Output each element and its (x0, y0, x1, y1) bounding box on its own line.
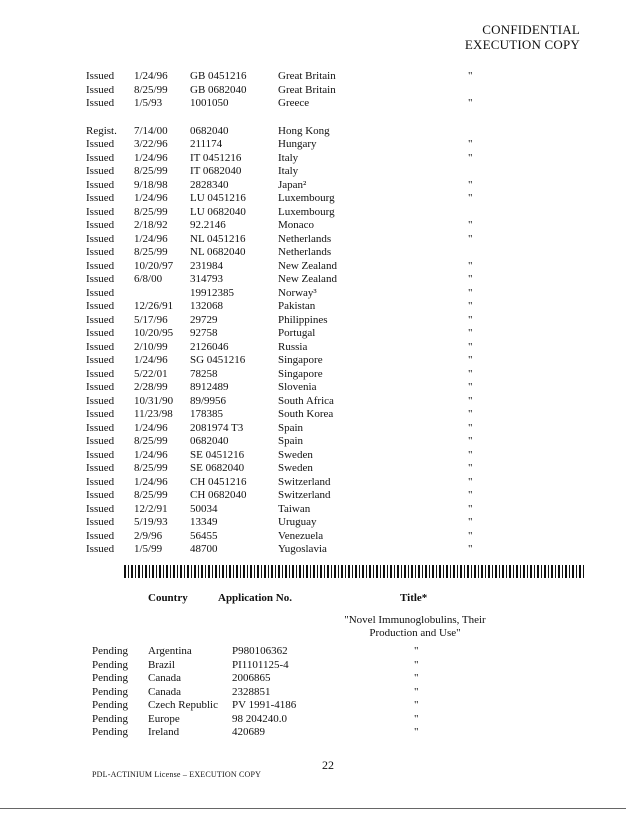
patent-number-cell: 2081974 T3 (190, 421, 244, 434)
date-cell: 5/17/96 (134, 313, 168, 326)
bottom-rule (0, 808, 626, 809)
country-cell: Uruguay (278, 516, 317, 528)
date-cell: 1/24/96 (134, 354, 168, 366)
ditto-mark: " (468, 259, 473, 272)
patent-number-cell: 178385 (190, 408, 223, 420)
status-cell: Issued (86, 178, 115, 191)
date-cell: 12/26/91 (134, 300, 174, 312)
table-row (86, 219, 506, 233)
table-row (86, 206, 506, 220)
date-cell: 1/5/93 (134, 97, 163, 109)
date-cell: 3/22/96 (134, 138, 168, 150)
country-cell: Italy (278, 165, 299, 177)
pending-applications-list (92, 645, 432, 740)
date-cell: 8/25/99 (134, 489, 168, 501)
table-row (86, 530, 506, 544)
ditto-mark: " (468, 543, 473, 555)
country-cell: Japan² (278, 178, 307, 191)
date-cell: 8/25/99 (134, 462, 168, 474)
country-cell: Portugal (278, 327, 316, 339)
country-cell: Hungary (278, 138, 317, 150)
table-row (86, 246, 506, 260)
patent-number-cell: 2828340 (190, 178, 229, 191)
date-cell: 1/24/96 (134, 232, 168, 245)
table-row (86, 125, 506, 139)
date-cell: 6/8/00 (134, 273, 163, 285)
status-cell: Issued (86, 475, 115, 488)
date-cell: 5/19/93 (134, 516, 168, 528)
country-cell: Taiwan (278, 502, 311, 515)
table-row (86, 165, 506, 179)
country-cell: Singapore (278, 367, 323, 380)
ditto-mark: " (468, 421, 473, 434)
date-cell: 10/20/97 (134, 259, 174, 272)
table-row (86, 503, 506, 517)
status-cell: Issued (86, 408, 115, 420)
ditto-mark: " (468, 151, 473, 164)
patent-number-cell: 48700 (190, 543, 218, 555)
date-cell: 8/25/99 (134, 435, 168, 447)
table-row (86, 84, 506, 98)
ditto-mark: " (414, 685, 419, 698)
execution-copy-label: EXECUTION COPY (464, 37, 580, 52)
table-row (86, 300, 506, 314)
country-column-header: Country (148, 592, 188, 604)
country-cell: Netherlands (278, 232, 332, 245)
table-row (86, 543, 506, 557)
footer-text: PDL-ACTINIUM License – EXECUTION COPY (92, 770, 262, 779)
status-cell: Issued (86, 340, 115, 353)
country-cell: Venezuela (278, 529, 324, 542)
status-cell: Issued (86, 354, 115, 366)
ditto-mark: " (414, 672, 419, 684)
patent-number-cell: 314793 (190, 273, 223, 285)
country-cell: Netherlands (278, 246, 332, 258)
ditto-mark: " (468, 462, 473, 474)
patent-number-cell: 13349 (190, 516, 218, 528)
table-row (86, 287, 506, 301)
date-cell: 2/10/99 (134, 340, 168, 353)
title-column-header: Title* (400, 592, 428, 604)
country-cell: Greece (278, 97, 310, 109)
ditto-mark: " (468, 502, 473, 515)
table-row (86, 381, 506, 395)
table-row (86, 260, 506, 274)
table-row (86, 368, 506, 382)
patent-number-cell: 231984 (190, 259, 223, 272)
application-number-cell: 98 204240.0 (232, 712, 287, 725)
status-cell: Issued (86, 205, 115, 218)
patent-number-cell: 89/9956 (190, 394, 227, 407)
patent-number-cell: LU 0682040 (190, 205, 246, 218)
ditto-mark: " (468, 381, 473, 393)
status-cell: Issued (86, 259, 115, 272)
date-cell: 8/25/99 (134, 205, 168, 218)
ditto-mark: " (414, 699, 419, 711)
date-cell: 1/24/96 (134, 475, 168, 488)
application-number-cell: PI1101125-4 (232, 658, 289, 671)
status-cell: Issued (86, 529, 115, 542)
country-cell: Brazil (148, 658, 175, 671)
ditto-mark: " (468, 300, 473, 312)
status-cell: Issued (86, 394, 115, 407)
patent-number-cell: GB 0451216 (190, 70, 247, 82)
status-cell: Issued (86, 273, 115, 285)
confidential-label: CONFIDENTIAL (482, 22, 580, 37)
country-cell: Yugoslavia (278, 543, 327, 555)
status-cell: Pending (92, 699, 129, 711)
patent-number-cell: 92758 (190, 327, 218, 339)
table-row (86, 354, 506, 368)
ditto-mark: " (468, 448, 473, 461)
ditto-mark: " (468, 516, 473, 528)
patent-number-cell: NL 0682040 (190, 246, 246, 258)
date-cell: 12/2/91 (134, 502, 168, 515)
date-cell: 8/25/99 (134, 246, 168, 258)
country-cell: Hong Kong (278, 124, 330, 137)
application-number-cell: 420689 (232, 726, 265, 738)
date-cell: 10/31/90 (134, 394, 174, 407)
table-row (86, 273, 506, 287)
ditto-mark: " (468, 97, 473, 109)
date-cell: 1/24/96 (134, 70, 168, 82)
patent-number-cell: 8912489 (190, 381, 229, 393)
patent-number-cell: NL 0451216 (190, 232, 246, 245)
document-header (465, 22, 580, 52)
table-row (86, 462, 506, 476)
application-number-cell: P980106362 (232, 645, 288, 657)
application-number-cell: PV 1991-4186 (232, 699, 297, 711)
patent-number-cell: SE 0451216 (190, 448, 245, 461)
country-cell: New Zealand (278, 259, 337, 272)
status-cell: Issued (86, 300, 115, 312)
table-row (86, 341, 506, 355)
date-cell: 11/23/98 (134, 408, 173, 420)
country-cell: Great Britain (278, 70, 336, 82)
ditto-mark: " (468, 408, 473, 420)
status-cell: Issued (86, 462, 115, 474)
ditto-mark: " (468, 354, 473, 366)
table-row (86, 327, 506, 341)
date-cell: 1/24/96 (134, 448, 168, 461)
table-row (86, 516, 506, 530)
status-cell: Issued (86, 327, 115, 339)
status-cell: Pending (92, 658, 129, 671)
patent-number-cell: IT 0682040 (190, 165, 242, 177)
table-row (86, 152, 506, 166)
status-cell: Issued (86, 97, 115, 109)
application-number-cell: 2006865 (232, 672, 271, 684)
status-cell: Pending (92, 685, 129, 698)
application-column-header: Application No. (218, 592, 292, 604)
date-cell: 8/25/99 (134, 165, 168, 177)
patent-number-cell: 0682040 (190, 435, 229, 447)
table-row (86, 408, 506, 422)
country-cell: Russia (278, 340, 308, 353)
table-row (86, 179, 506, 193)
country-cell: South Africa (278, 394, 334, 407)
table-row (86, 138, 506, 152)
country-cell: Sweden (278, 462, 313, 474)
country-cell: Spain (278, 435, 304, 447)
patent-number-cell: 50034 (190, 502, 218, 515)
status-cell: Issued (86, 151, 115, 164)
table-row (86, 97, 506, 111)
ditto-mark: " (468, 286, 473, 299)
patent-number-cell: 19912385 (190, 286, 234, 299)
patent-number-cell: CH 0682040 (190, 489, 247, 501)
status-cell: Issued (86, 232, 115, 245)
status-cell: Issued (86, 516, 115, 528)
table-row (86, 449, 506, 463)
country-cell: Sweden (278, 448, 313, 461)
country-cell: Great Britain (278, 83, 336, 96)
table-row (92, 713, 432, 727)
patent-number-cell: 211174 (190, 138, 223, 150)
date-cell: 9/18/98 (134, 178, 168, 191)
date-cell: 2/28/99 (134, 381, 168, 393)
status-cell: Issued (86, 367, 115, 380)
status-cell: Issued (86, 70, 115, 82)
table-row (86, 422, 506, 436)
patent-number-cell: 132068 (190, 300, 223, 312)
status-cell: Issued (86, 381, 115, 393)
patent-number-cell: 0682040 (190, 124, 229, 137)
table-row (92, 672, 432, 686)
ditto-mark: " (468, 475, 473, 488)
status-cell: Issued (86, 313, 115, 326)
table-row (86, 395, 506, 409)
patent-number-cell: CH 0451216 (190, 475, 247, 488)
country-cell: Slovenia (278, 381, 317, 393)
patent-number-cell: 78258 (190, 367, 218, 380)
status-cell: Pending (92, 645, 129, 657)
status-cell: Pending (92, 712, 129, 725)
patent-number-cell: 92.2146 (190, 219, 226, 231)
country-cell: Philippines (278, 313, 328, 326)
country-cell: Luxembourg (278, 192, 335, 204)
status-cell: Issued (86, 192, 115, 204)
table-row (86, 233, 506, 247)
status-cell: Issued (86, 502, 115, 515)
country-cell: Norway³ (278, 286, 317, 299)
table-row (92, 686, 432, 700)
ditto-mark: " (468, 435, 473, 447)
table-row (92, 699, 432, 713)
application-number-cell: 2328851 (232, 685, 271, 698)
ditto-mark: " (414, 726, 419, 738)
patent-title: "Novel Immunoglobulins, Their Production and Use" (344, 614, 486, 639)
issued-patents-list (86, 70, 506, 557)
status-cell: Issued (86, 246, 115, 258)
country-cell: South Korea (278, 408, 334, 420)
barcode-divider (124, 565, 584, 578)
ditto-mark: " (468, 70, 473, 82)
date-cell: 1/24/96 (134, 192, 168, 204)
date-cell: 8/25/99 (134, 83, 168, 96)
patent-number-cell: 2126046 (190, 340, 229, 353)
country-cell: Spain (278, 421, 304, 434)
country-cell: Czech Republic (148, 699, 218, 711)
status-cell: Issued (86, 165, 115, 177)
status-cell: Issued (86, 435, 115, 447)
country-cell: Monaco (278, 219, 315, 231)
date-cell: 1/24/96 (134, 421, 168, 434)
ditto-mark: " (468, 138, 473, 150)
table-row (92, 726, 432, 740)
ditto-mark: " (468, 327, 473, 339)
country-cell: Luxembourg (278, 205, 335, 218)
table-row (86, 476, 506, 490)
country-cell: Switzerland (278, 475, 331, 488)
patent-number-cell: 29729 (190, 313, 218, 326)
table-row (86, 192, 506, 206)
ditto-mark: " (468, 367, 473, 380)
table-row (86, 314, 506, 328)
country-cell: Singapore (278, 354, 323, 366)
patent-number-cell: IT 0451216 (190, 151, 242, 164)
table-row (86, 435, 506, 449)
ditto-mark: " (468, 219, 473, 231)
status-cell: Regist. (86, 124, 117, 137)
patent-number-cell: SE 0682040 (190, 462, 245, 474)
patent-number-cell: GB 0682040 (190, 83, 247, 96)
ditto-mark: " (468, 192, 473, 204)
status-cell: Issued (86, 489, 115, 501)
country-cell: Switzerland (278, 489, 331, 501)
status-cell: Issued (86, 543, 115, 555)
date-cell: 5/22/01 (134, 367, 168, 380)
ditto-mark: " (468, 178, 473, 191)
row-gap (86, 111, 506, 125)
country-cell: Pakistan (278, 300, 316, 312)
status-cell: Issued (86, 448, 115, 461)
country-cell: New Zealand (278, 273, 337, 285)
status-cell: Pending (92, 726, 129, 738)
table-row (86, 70, 506, 84)
country-cell: Ireland (148, 726, 180, 738)
ditto-mark: " (468, 394, 473, 407)
status-cell: Issued (86, 421, 115, 434)
date-cell: 2/9/96 (134, 529, 163, 542)
ditto-mark: " (414, 712, 419, 725)
date-cell: 10/20/95 (134, 327, 174, 339)
status-cell: Issued (86, 286, 115, 299)
status-cell: Issued (86, 138, 115, 150)
country-cell: Canada (148, 685, 181, 698)
ditto-mark: " (414, 658, 419, 671)
ditto-mark: " (468, 273, 473, 285)
table-row (86, 489, 506, 503)
table-row (92, 659, 432, 673)
ditto-mark: " (468, 232, 473, 245)
ditto-mark: " (468, 340, 473, 353)
patent-number-cell: 56455 (190, 529, 218, 542)
patent-number-cell: SG 0451216 (190, 354, 246, 366)
patent-number-cell: 1001050 (190, 97, 229, 109)
country-cell: Canada (148, 672, 181, 684)
patent-number-cell: LU 0451216 (190, 192, 246, 204)
date-cell: 1/5/99 (134, 543, 163, 555)
date-cell: 7/14/00 (134, 124, 168, 137)
ditto-mark: " (468, 529, 473, 542)
status-cell: Pending (92, 672, 129, 684)
ditto-mark: " (468, 489, 473, 501)
status-cell: Issued (86, 219, 115, 231)
date-cell: 1/24/96 (134, 151, 168, 164)
country-cell: Europe (148, 712, 180, 725)
table-row (92, 645, 432, 659)
country-cell: Italy (278, 151, 299, 164)
country-cell: Argentina (148, 645, 192, 657)
ditto-mark: " (414, 645, 419, 657)
status-cell: Issued (86, 83, 115, 96)
ditto-mark: " (468, 313, 473, 326)
page-number: 22 (322, 758, 334, 772)
date-cell: 2/18/92 (134, 219, 168, 231)
